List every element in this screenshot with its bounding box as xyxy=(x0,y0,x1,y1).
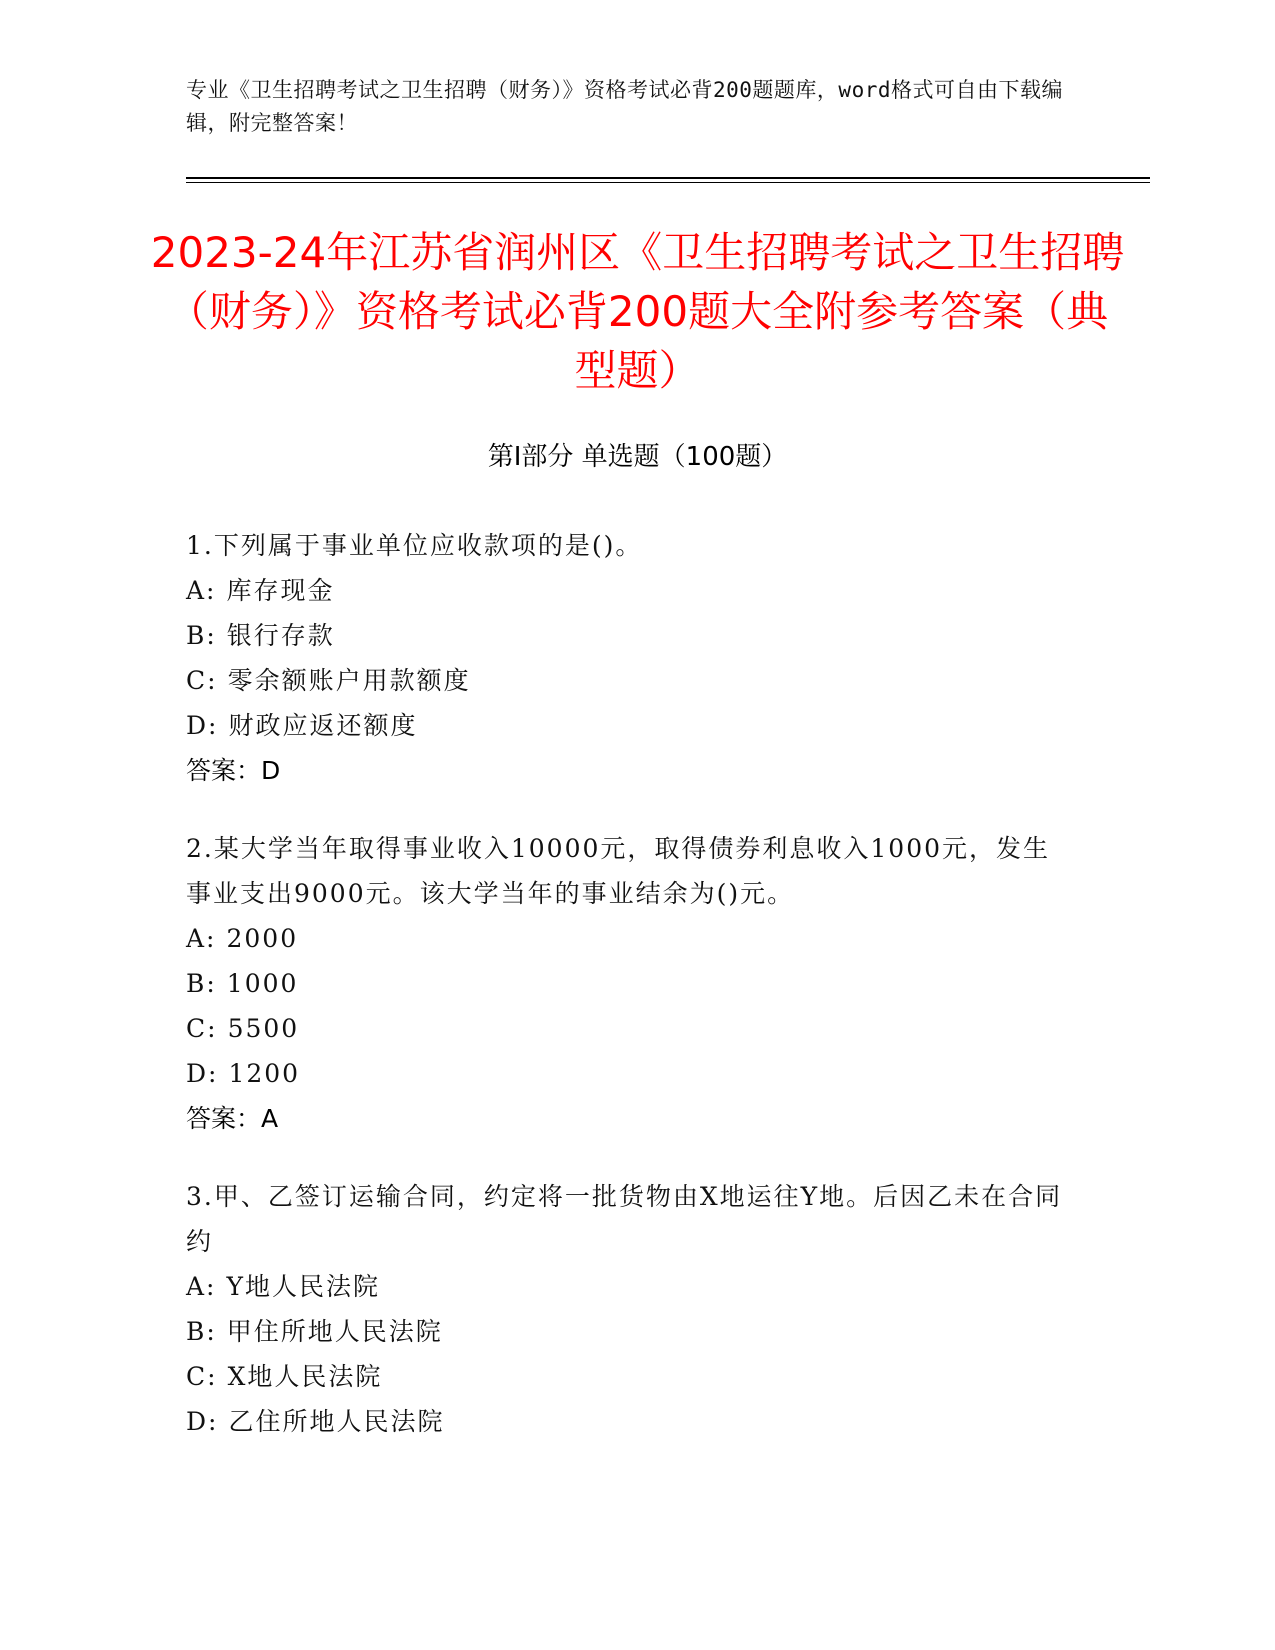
section-heading: 第Ⅰ部分 单选题（100题） xyxy=(487,442,788,472)
question-option-c xyxy=(186,658,1076,703)
question-answer: 答案：D xyxy=(186,756,281,785)
option-text: 1200 xyxy=(228,1059,301,1088)
header-divider-thick xyxy=(186,177,1150,179)
option-key: A: xyxy=(186,576,217,605)
question-item xyxy=(186,523,1076,793)
question-option-a xyxy=(186,916,1076,961)
header-divider-thin xyxy=(186,182,1150,183)
option-text: 零余额账户用款额度 xyxy=(227,666,471,695)
option-text: 2000 xyxy=(226,924,299,953)
question-option-b xyxy=(186,1309,1076,1354)
question-option-a xyxy=(186,1264,1076,1309)
question-item xyxy=(186,1174,1076,1444)
question-option-a xyxy=(186,568,1076,613)
option-text: 银行存款 xyxy=(226,621,335,650)
option-text: 1000 xyxy=(226,969,299,998)
header-note: 专业《卫生招聘考试之卫生招聘（财务）》资格考试必背200题题库，word格式可自由下载编辑，附完整答案！ xyxy=(186,78,1063,135)
question-item xyxy=(186,826,1076,1141)
option-text: Y地人民法院 xyxy=(226,1272,380,1301)
option-key: C: xyxy=(186,1014,218,1043)
option-text: 5500 xyxy=(227,1014,300,1043)
question-stem: 3.甲、乙签订运输合同，约定将一批货物由X地运往Y地。后因乙未在合同约 xyxy=(186,1182,1063,1256)
option-text: 财政应返还额度 xyxy=(228,711,418,740)
option-key: B: xyxy=(186,621,217,650)
question-stem: 2.某大学当年取得事业收入10000元，取得债券利息收入1000元，发生事业支出9000元。该大学当年的事业结余为()元。 xyxy=(186,834,1051,908)
question-answer: 答案：A xyxy=(186,1104,279,1133)
question-option-d xyxy=(186,1399,1076,1444)
option-key: B: xyxy=(186,969,217,998)
question-option-c xyxy=(186,1354,1076,1399)
option-text: 库存现金 xyxy=(226,576,335,605)
option-text: 甲住所地人民法院 xyxy=(226,1317,443,1346)
option-key: A: xyxy=(186,1272,217,1301)
question-stem: 1.下列属于事业单位应收款项的是()。 xyxy=(186,531,643,560)
question-list xyxy=(186,523,1076,1477)
question-option-c xyxy=(186,1006,1076,1051)
option-text: 乙住所地人民法院 xyxy=(228,1407,445,1436)
option-text: X地人民法院 xyxy=(227,1362,383,1391)
option-key: D: xyxy=(186,1407,219,1436)
option-key: D: xyxy=(186,711,219,740)
option-key: B: xyxy=(186,1317,217,1346)
option-key: D: xyxy=(186,1059,219,1088)
question-option-b xyxy=(186,613,1076,658)
option-key: C: xyxy=(186,666,218,695)
question-option-b xyxy=(186,961,1076,1006)
option-key: A: xyxy=(186,924,217,953)
document-title: 2023-24年江苏省润州区《卫生招聘考试之卫生招聘（财务）》资格考试必背200题大全附参考答案（典型题） xyxy=(150,228,1125,395)
question-option-d xyxy=(186,703,1076,748)
question-option-d xyxy=(186,1051,1076,1096)
option-key: C: xyxy=(186,1362,218,1391)
